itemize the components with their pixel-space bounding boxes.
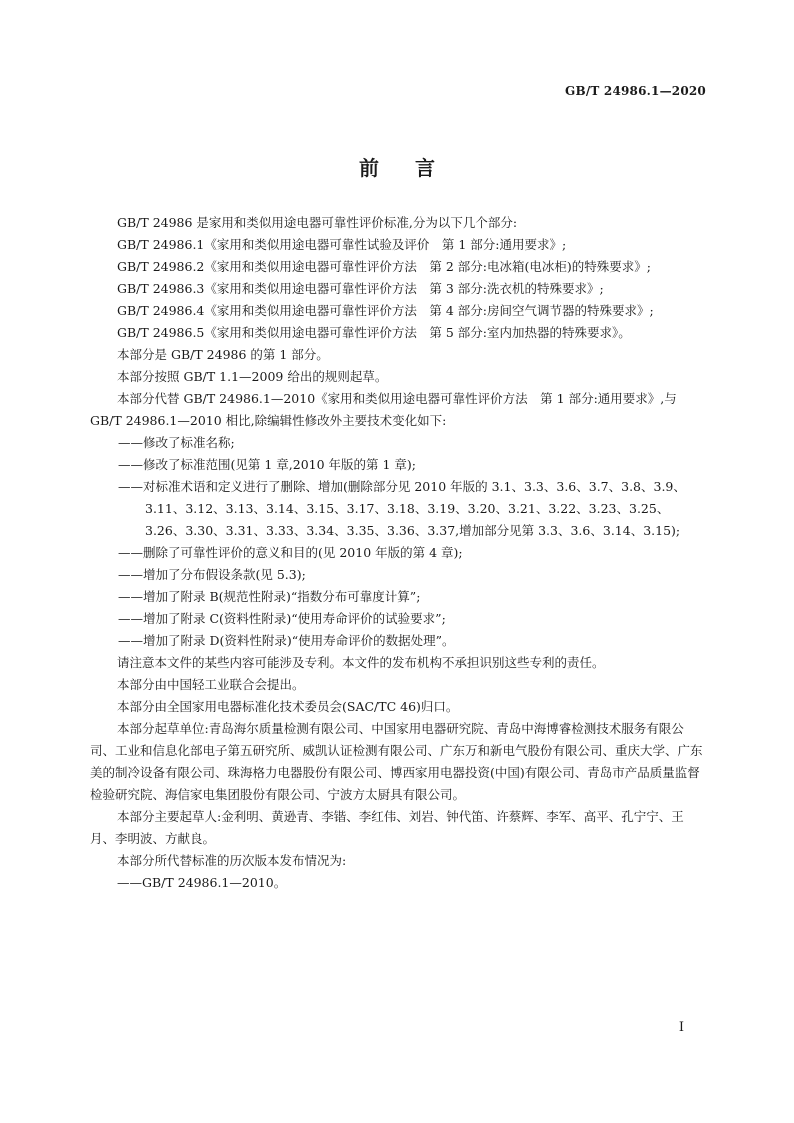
part-item: GB/T 24986.4《家用和类似用途电器可靠性评价方法 第 4 部分:房间空气调节器的特殊要求》; [117, 303, 654, 318]
rules-statement: 本部分按照 GB/T 1.1—2009 给出的规则起草。 [117, 369, 388, 384]
drafting-units: 本部分起草单位:青岛海尔质量检测有限公司、中国家用电器研究院、青岛中海博睿检测技术服务有限公司、工业和信息化部电子第五研究所、威凯认证检测有限公司、广东万和新电气股份有限公司、重庆大学、广东美的制冷设备有限公司、珠海格力电器股份有限公司、博西家用电器投资(中国)有限公司、青岛市产品质量监督检验研究院、海信家电集团股份有限公司、宁波方太厨具有限公司。 [90, 721, 703, 802]
history-item: ——GB/T 24986.1—2010。 [117, 875, 287, 890]
part-item: GB/T 24986.1《家用和类似用途电器可靠性试验及评价 第 1 部分:通用要求》; [117, 237, 567, 252]
standard-code: GB/T 24986.1—2020 [565, 84, 706, 98]
part-item: GB/T 24986.5《家用和类似用途电器可靠性评价方法 第 5 部分:室内加热器的特殊要求》。 [117, 325, 631, 340]
change-item: ——修改了标准范围(见第 1 章,2010 年版的第 1 章); [118, 457, 417, 472]
proposed-by: 本部分由中国轻工业联合会提出。 [117, 677, 305, 692]
centralized-by: 本部分由全国家用电器标准化技术委员会(SAC/TC 46)归口。 [117, 699, 459, 714]
change-item: ——增加了附录 B(规范性附录)“指数分布可靠度计算”; [118, 589, 421, 604]
change-item: ——删除了可靠性评价的意义和目的(见 2010 年版的第 4 章); [118, 545, 463, 560]
document-body [90, 212, 706, 894]
page-number: I [678, 1020, 684, 1035]
patent-notice: 请注意本文件的某些内容可能涉及专利。本文件的发布机构不承担识别这些专利的责任。 [117, 655, 605, 670]
main-drafters: 本部分主要起草人:金利明、黄逊青、李锴、李红伟、刘岩、钟代笛、许蔡辉、李军、高平、孔宁宁、王月、李明波、方献良。 [90, 809, 684, 846]
change-item: ——增加了附录 D(资料性附录)“使用寿命评价的数据处理”。 [118, 633, 455, 648]
history-intro: 本部分所代替标准的历次版本发布情况为: [117, 853, 347, 868]
part-statement: 本部分是 GB/T 24986 的第 1 部分。 [117, 347, 329, 362]
change-item: ——增加了附录 C(资料性附录)“使用寿命评价的试验要求”; [118, 611, 446, 626]
part-item: GB/T 24986.3《家用和类似用途电器可靠性评价方法 第 3 部分:洗衣机的特殊要求》; [117, 281, 604, 296]
part-item: GB/T 24986.2《家用和类似用途电器可靠性评价方法 第 2 部分:电冰箱(电冰柜)的特殊要求》; [117, 259, 651, 274]
change-item: ——增加了分布假设条款(见 5.3); [118, 567, 306, 582]
replacement-statement: 本部分代替 GB/T 24986.1—2010《家用和类似用途电器可靠性评价方法 第 1 部分:通用要求》,与 GB/T 24986.1—2010 相比,除编辑性修改外主要技术变化如下: [90, 391, 677, 428]
page-title: 前言 [359, 156, 471, 180]
change-item: ——修改了标准名称; [118, 435, 235, 450]
change-item: ——对标准术语和定义进行了删除、增加(删除部分见 2010 年版的 3.1、3.3、3.6、3.7、3.8、3.9、3.11、3.12、3.13、3.14、3.15、3.17、3.18、3.19、3.20、3.21、3.22、3.23、3.25、3.26、3.30、3.31、3.33、3.34、3.35、3.36、3.37,增加部分见第 3.3、3.6、3.14、3.15); [118, 479, 686, 538]
intro-paragraph: GB/T 24986 是家用和类似用途电器可靠性评价标准,分为以下几个部分: [117, 215, 518, 230]
